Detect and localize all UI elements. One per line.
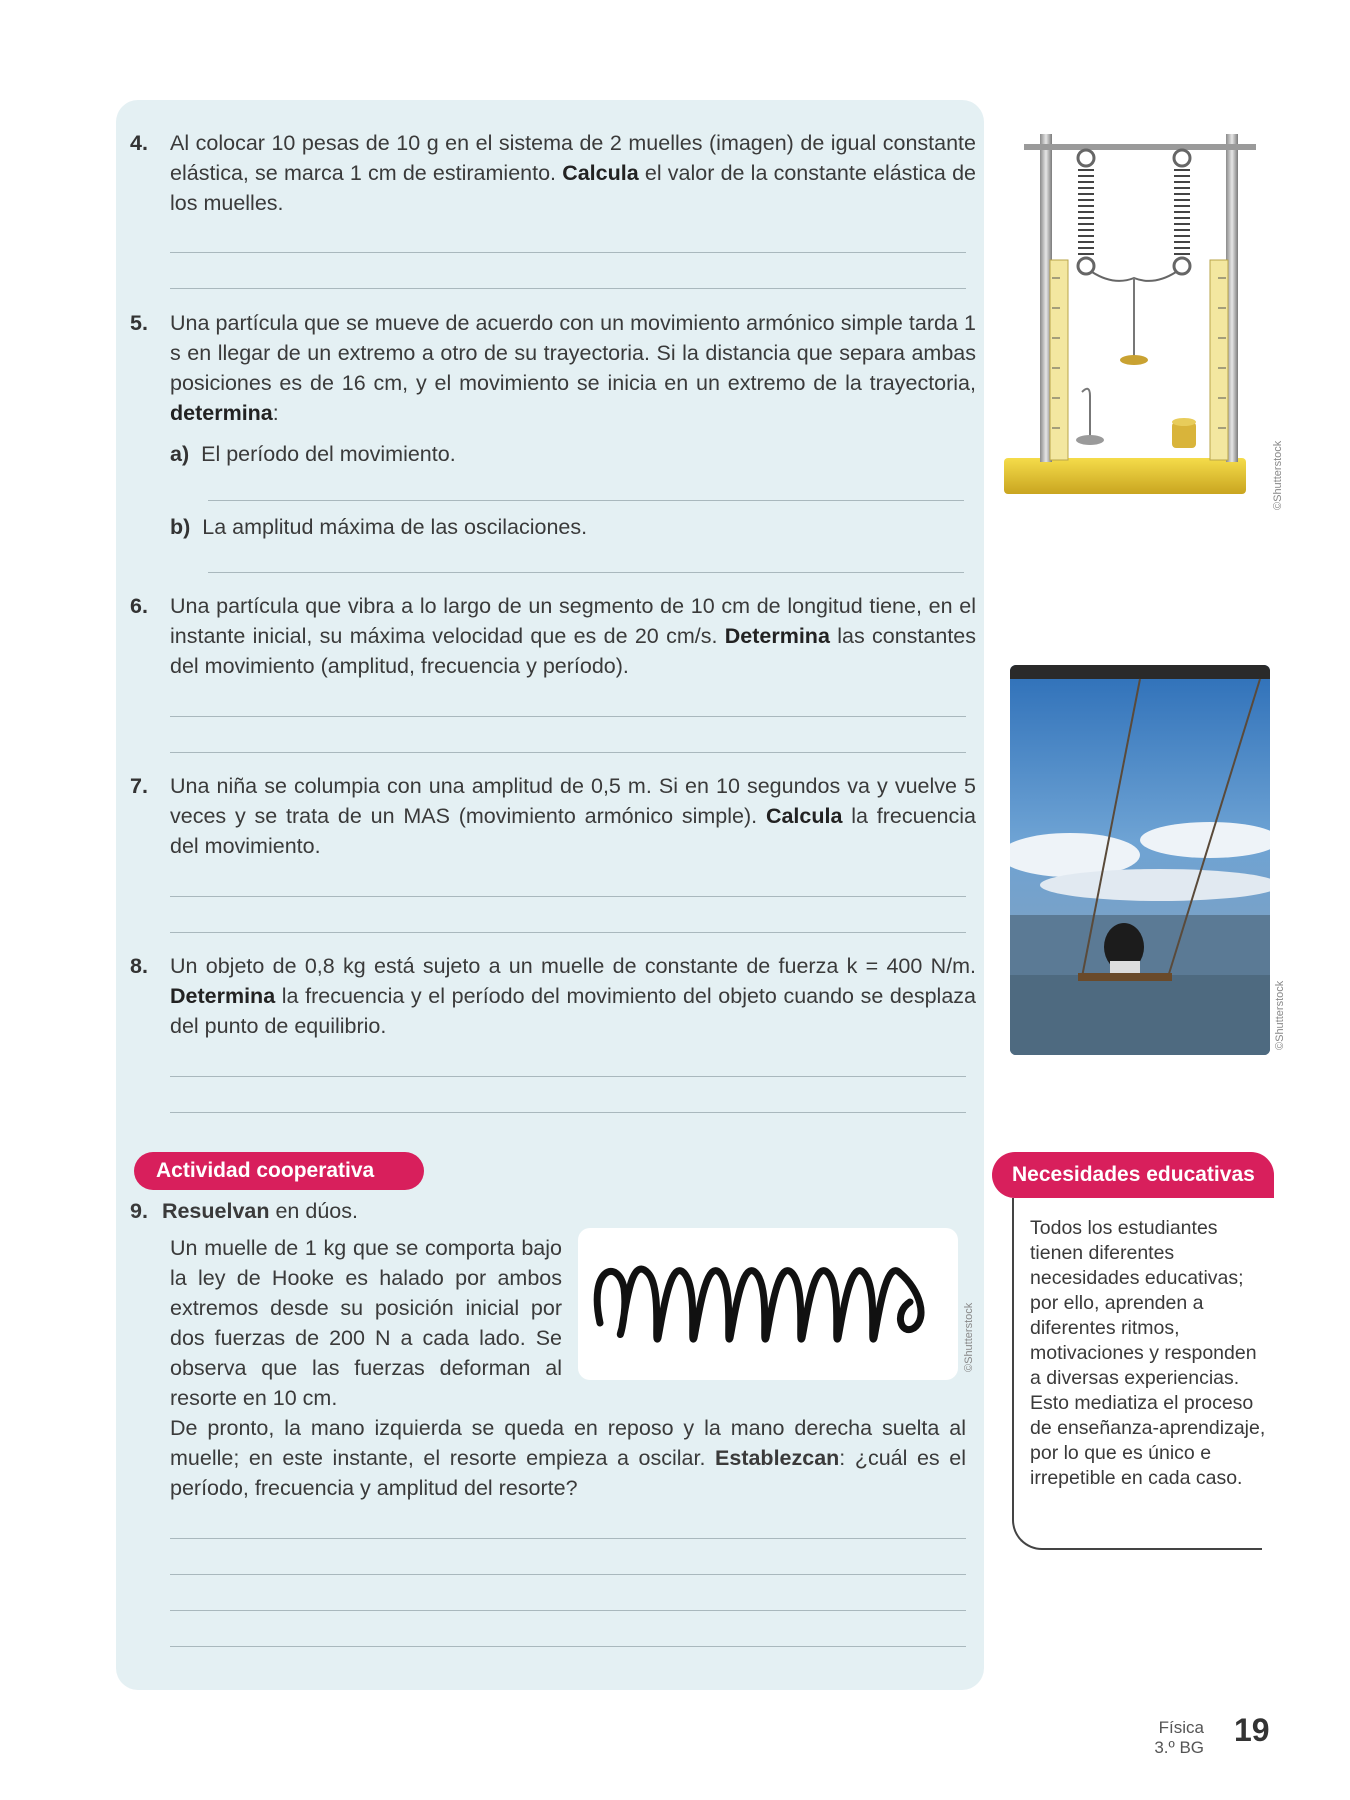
image-credit: ©Shutterstock xyxy=(1274,980,1286,1050)
answer-line[interactable] xyxy=(170,288,966,289)
question-number: 7. xyxy=(130,774,148,798)
question-5a: a) El período del movimiento. xyxy=(170,442,456,466)
question-9-head: 9. Resuelvan en dúos. xyxy=(130,1199,358,1223)
answer-line[interactable] xyxy=(170,1112,966,1113)
answer-line[interactable] xyxy=(208,500,964,501)
question-number: 5. xyxy=(130,311,148,335)
footer-subject: Física 3.º BG xyxy=(1154,1718,1204,1757)
answer-line[interactable] xyxy=(170,1076,966,1077)
question-5: 5. Una partícula que se mueve de acuerdo con un movimiento armónico simple tarda 1 s en llegar de un extremo a otro de su trayectoria. Si la distancia que separa ambas posiciones es de 16 cm, y el movimiento se inicia en un extremo de la trayectoria, determina: xyxy=(130,308,976,428)
educational-needs-text: Todos los estudiantes tienen diferentes necesidades educativas; por ello, aprenden a diferentes ritmos, motivaciones y responden a diversas experiencias. Esto mediatiza el proceso de enseñanza-aprendizaje, por lo que es único e irrepetible en cada caso. xyxy=(1030,1217,1266,1489)
answer-line[interactable] xyxy=(170,1574,966,1575)
question-9-continuation: De pronto, la mano izquierda se queda en reposo y la mano derecha suelta al muelle; en este instante, el resorte empieza a oscilar. Establezcan: ¿cuál es el período, frecuencia y amplitud del resorte? xyxy=(170,1416,966,1500)
spring-image xyxy=(578,1228,958,1380)
answer-line[interactable] xyxy=(208,572,964,573)
educational-needs-title: Necesidades educativas xyxy=(992,1152,1274,1198)
question-4: 4. Al colocar 10 pesas de 10 g en el sistema de 2 muelles (imagen) de igual constante elástica, se marca 1 cm de estiramiento. Calcula el valor de la constante elástica de los muelles. xyxy=(130,128,976,218)
question-number: 8. xyxy=(130,954,148,978)
answer-line[interactable] xyxy=(170,716,966,717)
page-number: 19 xyxy=(1234,1712,1270,1748)
question-7: 7. Una niña se columpia con una amplitud de 0,5 m. Si en 10 segundos va y vuelve 5 veces y se trata de un MAS (movimiento armónico simple). Calcula la frecuencia del movimiento. xyxy=(130,771,976,861)
image-credit: ©Shutterstock xyxy=(963,1302,975,1372)
question-5b: b) La amplitud máxima de las oscilaciones. xyxy=(170,515,588,539)
question-9-text: Un muelle de 1 kg que se comporta bajo la ley de Hooke es halado por ambos extremos desde su posición inicial por dos fuerzas de 200 N a cada lado. Se observa que las fuerzas deforman al resorte en 10 cm. xyxy=(170,1236,562,1410)
answer-line[interactable] xyxy=(170,896,966,897)
question-number: 4. xyxy=(130,131,148,155)
cooperative-activity-label: Actividad cooperativa xyxy=(134,1152,424,1190)
question-8: 8. Un objeto de 0,8 kg está sujeto a un muelle de constante de fuerza k = 400 N/m. Determina la frecuencia y el período del movimiento del objeto cuando se desplaza del punto de equilibrio. xyxy=(130,951,976,1041)
answer-line[interactable] xyxy=(170,1646,966,1647)
swing-photo xyxy=(1010,665,1270,1055)
answer-line[interactable] xyxy=(170,752,966,753)
answer-line[interactable] xyxy=(170,252,966,253)
spring-apparatus-image xyxy=(1004,128,1270,524)
question-number: 6. xyxy=(130,594,148,618)
answer-line[interactable] xyxy=(170,1610,966,1611)
question-6: 6. Una partícula que vibra a lo largo de un segmento de 10 cm de longitud tiene, en el instante inicial, su máxima velocidad que es de 20 cm/s. Determina las constantes del movimiento (amplitud, frecuencia y período). xyxy=(130,591,976,681)
answer-line[interactable] xyxy=(170,932,966,933)
answer-line[interactable] xyxy=(170,1538,966,1539)
image-credit: ©Shutterstock xyxy=(1272,440,1284,510)
